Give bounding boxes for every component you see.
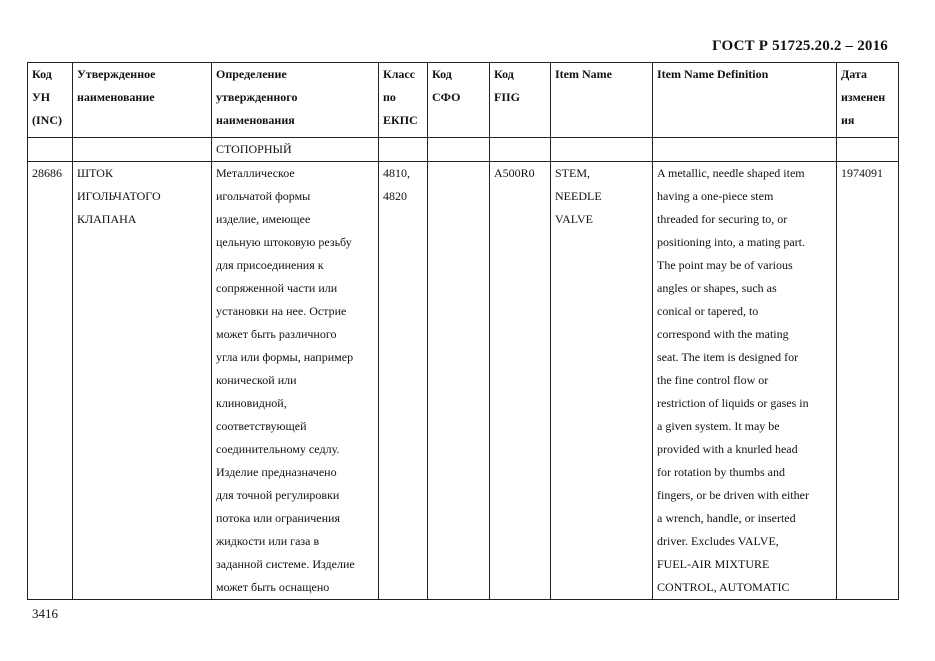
- header-item-name-definition: [653, 63, 837, 138]
- header-sfo-code: [428, 63, 490, 138]
- cell-line: angles or shapes, such as: [657, 281, 777, 295]
- item-name-table: [27, 62, 899, 600]
- cell-line: fingers, or be driven with either: [657, 488, 809, 502]
- cell-line: for rotation by thumbs and: [657, 465, 785, 479]
- header-line: Определение: [216, 67, 287, 81]
- cell-line: Изделие предназначено: [216, 465, 337, 479]
- header-line: Класс: [383, 67, 416, 81]
- cell-line: a given system. It may be: [657, 419, 780, 433]
- header-line: FIIG: [494, 90, 521, 104]
- header-line: утвержденного: [216, 90, 298, 104]
- header-line: (INC): [32, 113, 62, 127]
- cell-line: может быть различного: [216, 327, 337, 341]
- header-line: Дата: [841, 67, 867, 81]
- cell-line: driver. Excludes VALVE,: [657, 534, 779, 548]
- cell-line: the fine control flow or: [657, 373, 769, 387]
- cell-line: для присоединения к: [216, 258, 324, 272]
- header-fiig-code: [490, 63, 551, 138]
- header-name-definition: [212, 63, 379, 138]
- cell-line: соединительному седлу.: [216, 442, 340, 456]
- header-line: Утвержденное: [77, 67, 156, 81]
- cell-line: изделие, имеющее: [216, 212, 311, 226]
- cell-line: a wrench, handle, or inserted: [657, 511, 796, 525]
- cell-line: клиновидной,: [216, 396, 287, 410]
- table-row: [28, 162, 899, 600]
- sfo-cell: [428, 162, 490, 600]
- cell-line: цельную штоковую резьбу: [216, 235, 352, 249]
- header-class: [379, 63, 428, 138]
- change-date-cell: 1974091: [837, 162, 899, 600]
- cell-line: FUEL-AIR MIXTURE: [657, 557, 770, 571]
- cell-line: A metallic, needle shaped item: [657, 166, 805, 180]
- header-approved-name: [73, 63, 212, 138]
- header-line: изменен: [841, 90, 886, 104]
- header-change-date: [837, 63, 899, 138]
- inc-cell: 28686: [28, 162, 73, 600]
- page-number: 3416: [32, 606, 58, 621]
- header-line: Код: [494, 67, 514, 81]
- cell-line: correspond with the mating: [657, 327, 789, 341]
- class-cell: [379, 162, 428, 600]
- cell-line: CONTROL, AUTOMATIC: [657, 580, 790, 594]
- cell-line: seat. The item is designed for: [657, 350, 799, 364]
- cell-line: NEEDLE: [555, 189, 602, 203]
- cell-line: установки на нее. Острие: [216, 304, 347, 318]
- cell-line: positioning into, a mating part.: [657, 235, 805, 249]
- table-row-continuation: [28, 138, 899, 162]
- cell-line: для точной регулировки: [216, 488, 340, 502]
- cell-line: заданной системе. Изделие: [216, 557, 355, 571]
- cell-line: conical or tapered, to: [657, 304, 759, 318]
- cell-line: соответствующей: [216, 419, 307, 433]
- cell-line: Металлическое: [216, 166, 295, 180]
- cell-line: угла или формы, например: [216, 350, 354, 364]
- header-line: наименование: [77, 90, 155, 104]
- header-line: УН: [32, 90, 51, 104]
- continuation-definition-cell: СТОПОРНЫЙ: [212, 138, 379, 162]
- header-line: ЕКПС: [383, 113, 418, 127]
- cell-line: конической или: [216, 373, 297, 387]
- header-item-name: [551, 63, 653, 138]
- cell-line: 4810,: [383, 166, 410, 180]
- header-line: наименования: [216, 113, 295, 127]
- cell-line: сопряженной части или: [216, 281, 338, 295]
- approved-name-cell: [73, 162, 212, 600]
- cell-line: может быть оснащено: [216, 580, 330, 594]
- cell-line: VALVE: [555, 212, 594, 226]
- header-line: Item Name: [555, 67, 612, 81]
- cell-line: 4820: [383, 189, 407, 203]
- header-line: СФО: [432, 90, 461, 104]
- cell-line: КЛАПАНА: [77, 212, 137, 226]
- item-definition-cell: [653, 162, 837, 600]
- cell-line: having a one-piece stem: [657, 189, 774, 203]
- cell-line: threaded for securing to, or: [657, 212, 788, 226]
- item-name-cell: [551, 162, 653, 600]
- header-line: Item Name Definition: [657, 67, 769, 81]
- cell-line: restriction of liquids or gases in: [657, 396, 809, 410]
- header-line: ия: [841, 113, 855, 127]
- table-header-row: [28, 63, 899, 138]
- cell-line: игольчатой формы: [216, 189, 311, 203]
- header-inc: [28, 63, 73, 138]
- header-line: Код: [32, 67, 52, 81]
- cell-line: The point may be of various: [657, 258, 793, 272]
- fiig-cell: A500R0: [490, 162, 551, 600]
- cell-line: ИГОЛЬЧАТОГО: [77, 189, 161, 203]
- cell-line: потока или ограничения: [216, 511, 340, 525]
- cell-line: STEM,: [555, 166, 591, 180]
- cell-line: жидкости или газа в: [216, 534, 320, 548]
- definition-cell: [212, 162, 379, 600]
- header-line: Код: [432, 67, 452, 81]
- cell-line: ШТОК: [77, 166, 113, 180]
- document-standard-header: ГОСТ Р 51725.20.2 – 2016: [712, 38, 888, 54]
- header-line: по: [383, 90, 396, 104]
- cell-line: provided with a knurled head: [657, 442, 798, 456]
